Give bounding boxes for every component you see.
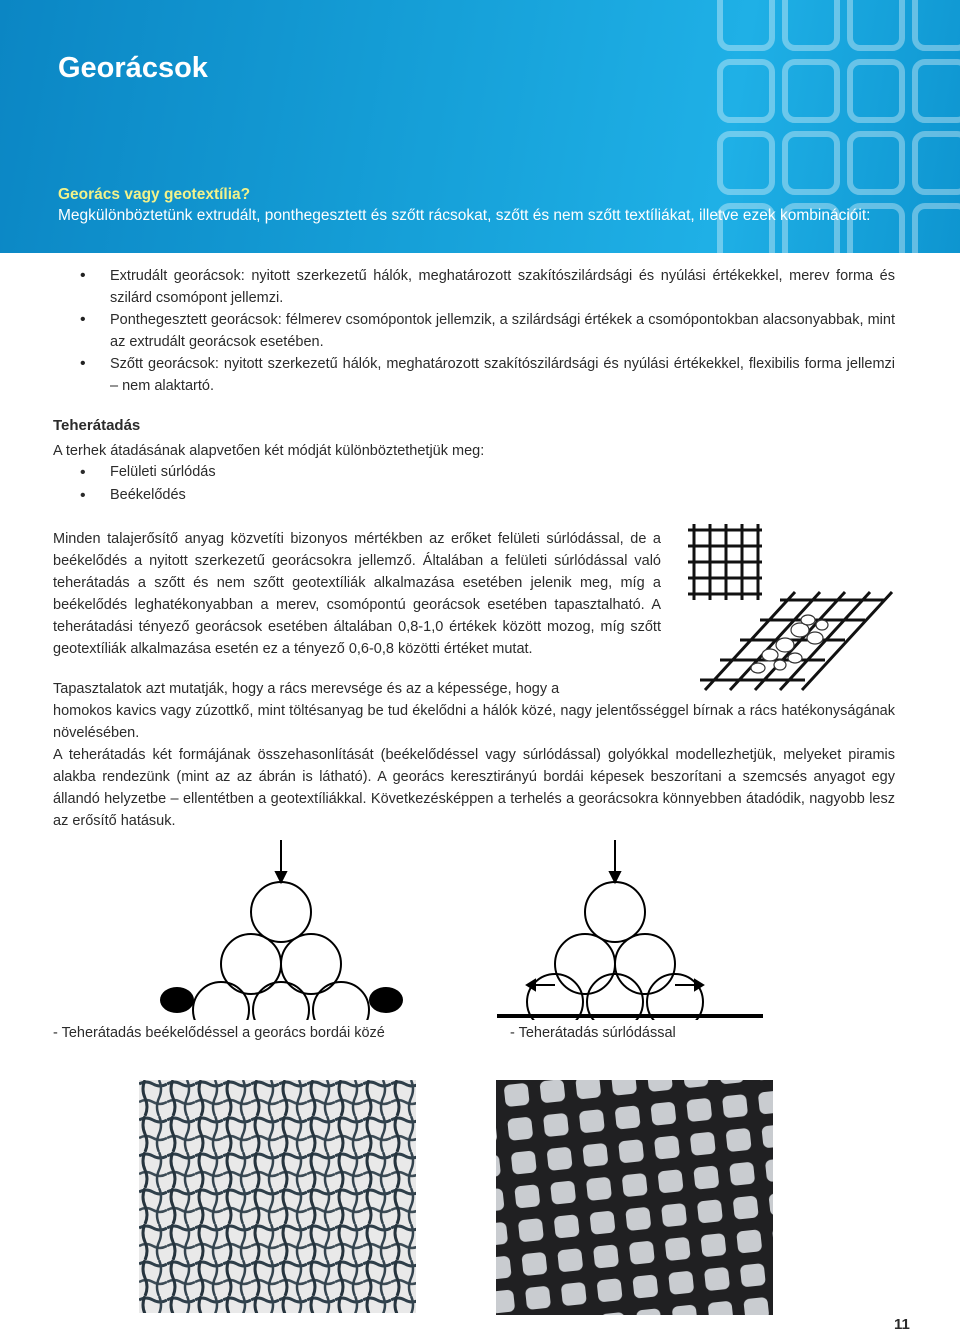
woven-grid-photo — [139, 1080, 416, 1313]
load-intro: A terhek átadásának alapvetően két módját különböztethetjük meg: — [53, 443, 485, 459]
paragraph-2b: homokos kavics vagy zúzottkő, mint töltésanyag be tud ékelődni a hálók közé, nagy jelentősséggel bírnak a rács hatékonyságának növelésében. — [53, 703, 895, 741]
grid-types-list — [80, 265, 895, 397]
grid-rib-right — [369, 987, 403, 1013]
extruded-grid-photo — [496, 1080, 773, 1315]
friction-diagram — [495, 840, 765, 1020]
paragraph-1: Minden talajerősítő anyag közvetíti bizonyos mértékben az erőket felületi súrlódással, de a beékelődés a nyitott szerkezetű georácsokra jellemző. Általában a felületi súrlódással való teherátadás a szőtt és nem szőtt geotextíliák alkalmazása esetében jelenik meg, míg a beékelődés leghatékonyabban a merev, csomópontú georácsok esetében tapasztalható. A teherátadási tényező georácsok esetében általában 0,8-1,0 értékek között mozog, míg szőtt geotextíliák alkalmazása esetén ez a tényező 0,6-0,8 közötti értéket mutat. — [53, 531, 661, 657]
intro-text: Megkülönböztetünk extrudált, ponthegesztett és szőtt rácsokat, szőtt és nem szőtt textíliákat, illetve ezek kombinációit: — [58, 207, 871, 224]
load-modes-list — [80, 461, 216, 507]
list-item: • Felületi súrlódás — [80, 461, 216, 484]
caption-right: - Teherátadás súrlódással — [510, 1025, 676, 1041]
list-item: • Beékelődés — [80, 484, 216, 507]
caption-left: - Teherátadás beékelődéssel a georács bordái közé — [53, 1025, 385, 1041]
geogrid-illustration — [680, 520, 900, 700]
paragraph-3: A teherátadás két formájának összehasonlítását (beékelődéssel vagy súrlódással) golyókkal modellezhetjük, melyeket piramis alakba rendezünk (mint az az ábrán is látható). A georács keresztirányú bordái képesek beszorítani a szemcsés anyagot egy állandó helyzetbe – ellentétben a geotextíliákkal. Következésképpen a terhelés a georácsokra könnyebben átadódik, nagyobb lesz az erősítő hatásuk. — [53, 747, 895, 829]
list-item: • Ponthegesztett georácsok: félmerev csomópontok jellemzik, a szilárdsági értékek a csomópontokban alacsonyabbak, mint az extrudált georácsok esetében. — [80, 309, 895, 353]
interlock-diagram — [150, 840, 430, 1020]
paragraph-2a: Tapasztalatok azt mutatják, hogy a rács merevsége és az a képessége, hogy a — [53, 681, 560, 697]
grid-rib-left — [160, 987, 194, 1013]
list-item: • Szőtt georácsok: nyitott szerkezetű hálók, meghatározott szakítószilárdsági és nyúlási értékekkel, flexibilis forma jellemzi – nem alaktartó. — [80, 353, 895, 397]
intro-block — [58, 184, 898, 226]
page-title: Georácsok — [58, 52, 208, 84]
page-number: 11 — [894, 1316, 910, 1333]
section-title: Teherátadás — [53, 417, 141, 434]
header-banner — [0, 0, 960, 253]
intro-question: Georács vagy geotextília? — [58, 186, 251, 203]
list-item: • Extrudált georácsok: nyitott szerkezetű hálók, meghatározott szakítószilárdsági és nyúlási értékekkel, merev forma és szilárd csomópont jellemzi. — [80, 265, 895, 309]
